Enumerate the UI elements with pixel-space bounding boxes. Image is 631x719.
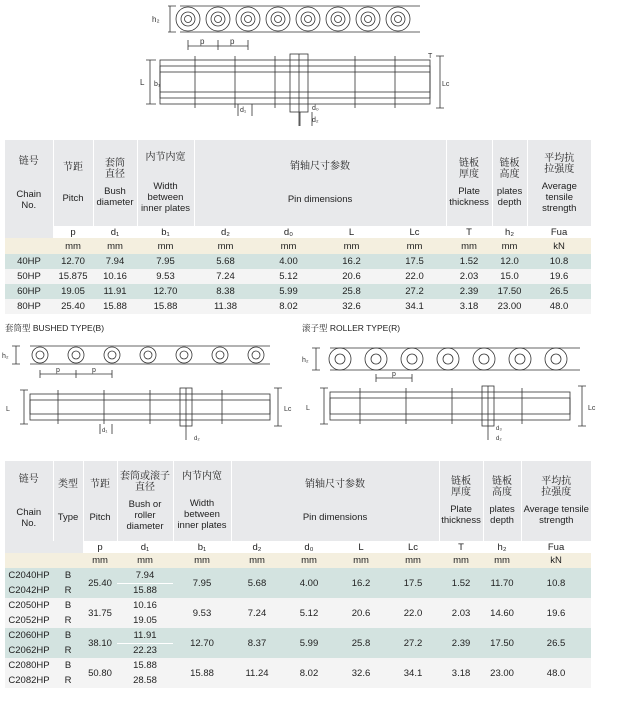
header-plate-en: Plate thickness [441,504,481,526]
table-cell: 16.2 [320,254,383,269]
symbol-cell: b₁ [197,541,207,553]
header-chain-no [5,461,53,541]
chain-no-cell: 80HP [5,299,53,314]
unit-cell: mm [53,238,93,254]
table-cell: 15.88 [117,658,173,673]
table-cell: 2.03 [446,269,492,284]
drawing-label-T: T [428,53,433,60]
table-cell: 5.68 [194,254,257,269]
unit-row [5,553,591,568]
type-cell: B [53,598,83,613]
unit-cell: mm [231,553,283,568]
header-depth-en: plates depth [489,504,515,526]
type-cell: R [53,643,83,658]
unit-cell: kN [527,238,591,254]
drawing-label-L: L [140,78,145,87]
header-chain-zh: 链号 [18,473,39,485]
unit-cell: mm [383,238,446,254]
table-row [5,299,591,314]
header-type [53,461,83,541]
table-cell: 15.875 [53,269,93,284]
header-width-zh: 内节内宽 [145,152,186,163]
unit-cell: mm [446,238,492,254]
table-cell: 48.0 [521,658,591,688]
table-cell: 11.91 [93,284,137,299]
header-depth-en: plates depth [496,186,523,208]
table-cell: 10.16 [93,269,137,284]
drawing-label-d0: d₀ [312,105,319,112]
header-width-zh: 内节内宽 [182,471,222,482]
table-cell: 22.0 [387,598,439,628]
drawing-label-d3: d₃ [496,426,502,432]
header-plate-zh: 链板厚度 [451,476,472,498]
table-cell: 19.6 [527,269,591,284]
chain-no-cell: C2080HP [5,658,53,673]
unit-cell: mm [439,553,483,568]
table-row [5,284,591,299]
table-cell: 32.6 [335,658,387,688]
table-cell: 32.6 [320,299,383,314]
table-cell: 7.94 [117,568,173,583]
chain-no-cell: C2060HP [5,628,53,643]
table-cell: 27.2 [387,628,439,658]
symbol-cell: Fua [547,541,565,553]
drawing-label-d2: d₂ [312,117,319,124]
table-cell: 5.68 [231,568,283,598]
header-bush-en: Bush diameter [96,186,134,208]
symbol-cell: p [70,226,76,238]
header-pin-en: Pin dimensions [287,194,353,205]
drawing-label-d1: d₁ [240,107,247,114]
table-cell: 23.00 [492,299,527,314]
table-cell: 8.37 [231,628,283,658]
header-width-en: Width between inner plates [140,181,191,214]
chain-no-cell: C2062HP [5,643,53,658]
unit-cell: mm [194,238,257,254]
drawing-label-p: p [392,371,396,378]
drawing-label-p1: p [200,37,205,46]
unit-cell: mm [93,238,137,254]
table-cell: 25.8 [335,628,387,658]
table-cell: 17.50 [483,628,521,658]
symbol-cell: h₂ [497,541,507,553]
table-cell: 2.03 [439,598,483,628]
chain-no-cell: C2040HP [5,568,53,583]
table-cell: 20.6 [320,269,383,284]
chain-spec-table-2 [5,461,591,688]
table-cell: 20.6 [335,598,387,628]
table-cell: 7.24 [194,269,257,284]
table-cell: 5.12 [283,598,335,628]
unit-cell: mm [387,553,439,568]
chain-no-cell: C2042HP [5,583,53,598]
header-width-en: Width between inner plates [177,498,227,531]
table-cell: 26.5 [527,284,591,299]
table-cell: 8.38 [194,284,257,299]
table-cell: 17.5 [387,568,439,598]
header-pin-zh: 销轴尺寸参数 [290,161,351,172]
table-cell: 34.1 [383,299,446,314]
table-cell: 12.70 [137,284,194,299]
unit-cell: mm [117,553,173,568]
symbol-cell: Fua [550,226,568,238]
type-cell: R [53,673,83,688]
drawing-label-h2: h₂ [2,353,9,360]
table-cell: 2.39 [446,284,492,299]
table-cell: 11.38 [194,299,257,314]
table-cell: 1.52 [439,568,483,598]
chain-drawing-top [140,0,450,130]
table-cell: 7.24 [231,598,283,628]
unit-cell: kN [521,553,591,568]
table-cell: 2.39 [439,628,483,658]
table-cell: 5.99 [257,284,320,299]
unit-row [5,238,591,254]
type-cell: B [53,628,83,643]
table-cell: 17.50 [492,284,527,299]
header-bush-en: Bush or roller diameter [126,498,164,532]
table-row [5,598,591,613]
table-cell: 19.05 [117,613,173,628]
chain-no-cell: C2052HP [5,613,53,628]
drawing-label-p2: p [92,367,96,374]
table-cell: 19.05 [53,284,93,299]
unit-cell: mm [257,238,320,254]
chain-no-cell: 40HP [5,254,53,269]
header-pin [194,140,446,226]
unit-cell: mm [137,238,194,254]
symbol-row [5,541,591,553]
table-cell: 22.0 [383,269,446,284]
table-cell: 5.99 [283,628,335,658]
table-cell: 25.40 [83,568,117,598]
symbol-cell: d₀ [283,226,294,238]
drawing-label-d1: d₁ [102,428,108,434]
table-cell: 22.23 [117,643,173,658]
table-cell: 16.2 [335,568,387,598]
table-cell: 1.52 [446,254,492,269]
header-pin-en: Pin dimensions [302,512,368,523]
header-bush-zh: 套筒直径 [105,158,125,180]
table-cell: 12.0 [492,254,527,269]
header-pitch-zh: 节距 [63,162,83,173]
drawing-label-h2: h₂ [152,15,160,24]
drawing-label-L: L [306,405,310,412]
table-cell: 7.94 [93,254,137,269]
header-tensile-en: Average tensile strength [523,504,589,526]
drawing-label-d2: d₂ [496,436,502,442]
table-cell: 5.12 [257,269,320,284]
table-cell: 48.0 [527,299,591,314]
unit-cell: mm [320,238,383,254]
unit-cell: mm [335,553,387,568]
table-cell: 8.02 [257,299,320,314]
table-cell: 34.1 [387,658,439,688]
header-width [137,140,194,226]
table-cell: 14.60 [483,598,521,628]
header-chain-en: Chain No. [16,188,42,211]
table-cell: 26.5 [521,628,591,658]
table-cell: 11.70 [483,568,521,598]
header-tensile-en: Average tensile strength [541,180,577,214]
table-row [5,658,591,673]
table-row [5,628,591,643]
table-cell: 15.88 [93,299,137,314]
header-bush [93,140,137,226]
type-cell: R [53,613,83,628]
drawing-label-d2: d₂ [194,436,200,442]
table-cell: 11.24 [231,658,283,688]
symbol-cell: d₂ [221,226,230,238]
symbol-cell: b₁ [161,226,170,238]
drawing-label-Lc: Lc [588,405,596,412]
type-cell: B [53,658,83,673]
table-cell: 15.88 [173,658,231,688]
symbol-cell: h₂ [505,226,515,238]
chain-spec-table-1 [5,140,591,314]
symbol-cell: T [466,226,472,238]
symbol-cell: d₂ [252,541,262,553]
symbol-cell: Lc [408,541,419,553]
table-cell: 12.70 [173,628,231,658]
table-row [5,568,591,583]
drawing-label-p2: p [230,37,235,46]
chain-no-cell: 60HP [5,284,53,299]
table-cell: 12.70 [53,254,93,269]
table-cell: 4.00 [283,568,335,598]
bushed-type-drawing [0,334,300,446]
table-cell: 23.00 [483,658,521,688]
caption-roller-type: 滚子型 ROLLER TYPE(R) [302,323,401,333]
header-chain-en: Chain No. [16,506,42,529]
table-cell: 9.53 [137,269,194,284]
header-chain-no [5,140,53,226]
table-cell: 15.0 [492,269,527,284]
header-bush-zh: 套筒或滚子直径 [120,470,170,493]
header-pin [231,461,439,541]
header-depth [492,140,527,226]
table-cell: 19.6 [521,598,591,628]
symbol-cell: L [358,541,364,553]
table-cell: 28.58 [117,673,173,688]
chain-no-cell: C2050HP [5,598,53,613]
symbol-cell: L [348,226,355,238]
header-bush [117,461,173,541]
header-plate-en: Plate thickness [449,186,489,208]
table-cell: 25.8 [320,284,383,299]
drawing-label-b1: b₁ [154,81,161,88]
header-chain-zh: 链号 [18,155,39,167]
header-width [173,461,231,541]
header-pitch [53,140,93,226]
header-depth [483,461,521,541]
table-cell: 38.10 [83,628,117,658]
roller-type-drawing [300,334,600,446]
table-row [5,269,591,284]
caption-bushed-type: 套筒型 BUSHED TYPE(B) [5,323,105,333]
table-cell: 9.53 [173,598,231,628]
table-cell: 50.80 [83,658,117,688]
symbol-cell: d₀ [304,541,314,553]
table-row [5,254,591,269]
header-type-zh: 类型 [58,479,78,490]
header-pitch-zh: 节距 [90,479,110,490]
table-cell: 4.00 [257,254,320,269]
table-cell: 27.2 [383,284,446,299]
header-plate-zh: 链板厚度 [459,158,480,180]
chain-no-cell: C2082HP [5,673,53,688]
symbol-cell: p [97,541,103,553]
table-cell: 15.88 [137,299,194,314]
symbol-cell: Lc [409,226,420,238]
unit-cell: mm [283,553,335,568]
symbol-cell: d₁ [140,541,150,553]
table-cell: 3.18 [446,299,492,314]
header-pitch-en: Pitch [62,193,84,204]
header-tensile [527,140,591,226]
header-depth-zh: 链板高度 [499,158,520,180]
type-cell: B [53,568,83,583]
table-cell: 8.02 [283,658,335,688]
table-cell: 25.40 [53,299,93,314]
header-tensile-zh: 平均抗拉强度 [544,152,575,175]
drawing-label-L: L [6,406,10,413]
symbol-cell: d₁ [110,226,120,238]
table-cell: 10.8 [521,568,591,598]
header-depth-zh: 链板高度 [492,476,513,498]
header-type-en: Type [57,512,79,523]
chain-no-cell: 50HP [5,269,53,284]
header-pitch [83,461,117,541]
table-cell: 11.91 [117,628,173,643]
drawing-label-h2: h₂ [302,357,309,364]
drawing-label-Lc: Lc [442,81,450,88]
symbol-cell: T [458,541,464,553]
header-pitch-en: Pitch [89,512,111,523]
table-cell: 31.75 [83,598,117,628]
drawing-label-p1: p [56,367,60,374]
type-cell: R [53,583,83,598]
header-plate [439,461,483,541]
header-plate [446,140,492,226]
table-cell: 17.5 [383,254,446,269]
unit-cell: mm [173,553,231,568]
table-cell: 10.16 [117,598,173,613]
table-cell: 7.95 [173,568,231,598]
unit-cell: mm [83,553,117,568]
header-tensile-zh: 平均抗拉强度 [541,476,572,498]
unit-cell: mm [483,553,521,568]
symbol-row [5,226,591,238]
table-cell: 3.18 [439,658,483,688]
unit-cell: mm [492,238,527,254]
table-cell: 15.88 [117,583,173,598]
table-cell: 10.8 [527,254,591,269]
table-cell: 7.95 [137,254,194,269]
drawing-label-Lc: Lc [284,406,292,413]
header-tensile [521,461,591,541]
header-pin-zh: 销轴尺寸参数 [305,479,366,490]
